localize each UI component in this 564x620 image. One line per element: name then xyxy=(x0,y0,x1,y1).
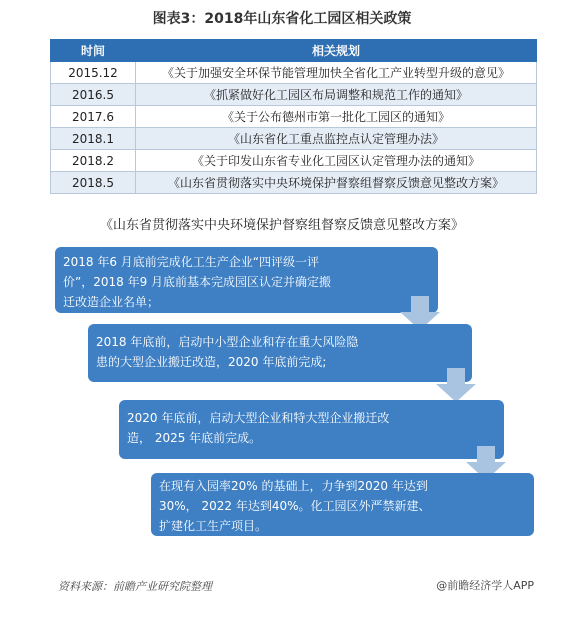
row-date: 2016.5 xyxy=(51,84,136,106)
row-document: 《关于印发山东省专业化工园区认定管理办法的通知》 xyxy=(136,150,537,172)
row-document: 《抓紧做好化工园区布局调整和规范工作的通知》 xyxy=(136,84,537,106)
column-header-plan: 相关规划 xyxy=(136,40,537,62)
row-date: 2018.2 xyxy=(51,150,136,172)
step-1-line-2: 价”，2018 年9 月底前基本完成园区认定并确定搬 xyxy=(63,275,332,289)
step-4-line-1: 在现有入园率20% 的基础上，力争到2020 年达到 xyxy=(159,479,428,493)
table-row xyxy=(51,172,537,194)
step-box-4 xyxy=(151,473,534,536)
plan-title: 《山东省贯彻落实中央环境保护督察组督察反馈意见整改方案》 xyxy=(99,218,464,233)
down-arrow-icon xyxy=(436,368,476,402)
table-row xyxy=(51,128,537,150)
step-1-line-1: 2018 年6 月底前完成化工生产企业“四评级一评 xyxy=(63,255,320,269)
row-date: 2017.6 xyxy=(51,106,136,128)
row-date: 2018.5 xyxy=(51,172,136,194)
step-2-line-2: 患的大型企业搬迁改造，2020 年底前完成; xyxy=(96,355,327,369)
row-date: 2018.1 xyxy=(51,128,136,150)
step-box-2 xyxy=(88,324,472,382)
source-note: 资料来源：前瞻产业研究院整理 xyxy=(58,580,212,593)
table-header-row xyxy=(51,40,537,62)
step-3-line-1: 2020 年底前，启动大型企业和特大型企业搬迁改 xyxy=(127,411,390,425)
row-document: 《山东省化工重点监控点认定管理办法》 xyxy=(136,128,537,150)
step-3-line-2: 造， 2025 年底前完成。 xyxy=(127,431,262,445)
step-4-line-2: 30%， 2022 年达到40%。化工园区外严禁新建、 xyxy=(159,499,431,513)
step-2-line-1: 2018 年底前，启动中小型企业和存在重大风险隐 xyxy=(96,335,359,349)
chart-title: 图表3：2018年山东省化工园区相关政策 xyxy=(152,11,412,27)
row-date: 2015.12 xyxy=(51,62,136,84)
table-row xyxy=(51,62,537,84)
brand-credit: @前瞻经济学人APP xyxy=(436,579,534,592)
table-row xyxy=(51,106,537,128)
step-box-3 xyxy=(119,400,504,459)
row-document: 《关于公布德州市第一批化工园区的通知》 xyxy=(136,106,537,128)
step-1-line-3: 迁改造企业名单； xyxy=(63,295,160,309)
table-row xyxy=(51,84,537,106)
column-header-date: 时间 xyxy=(51,40,136,62)
policy-table xyxy=(50,39,537,194)
row-document: 《山东省贯彻落实中央环境保护督察组督察反馈意见整改方案》 xyxy=(136,172,537,194)
row-document: 《关于加强安全环保节能管理加快全省化工产业转型升级的意见》 xyxy=(136,62,537,84)
table-row xyxy=(51,150,537,172)
step-box-1 xyxy=(55,247,438,313)
step-4-line-3: 扩建化工生产项目。 xyxy=(159,519,268,533)
